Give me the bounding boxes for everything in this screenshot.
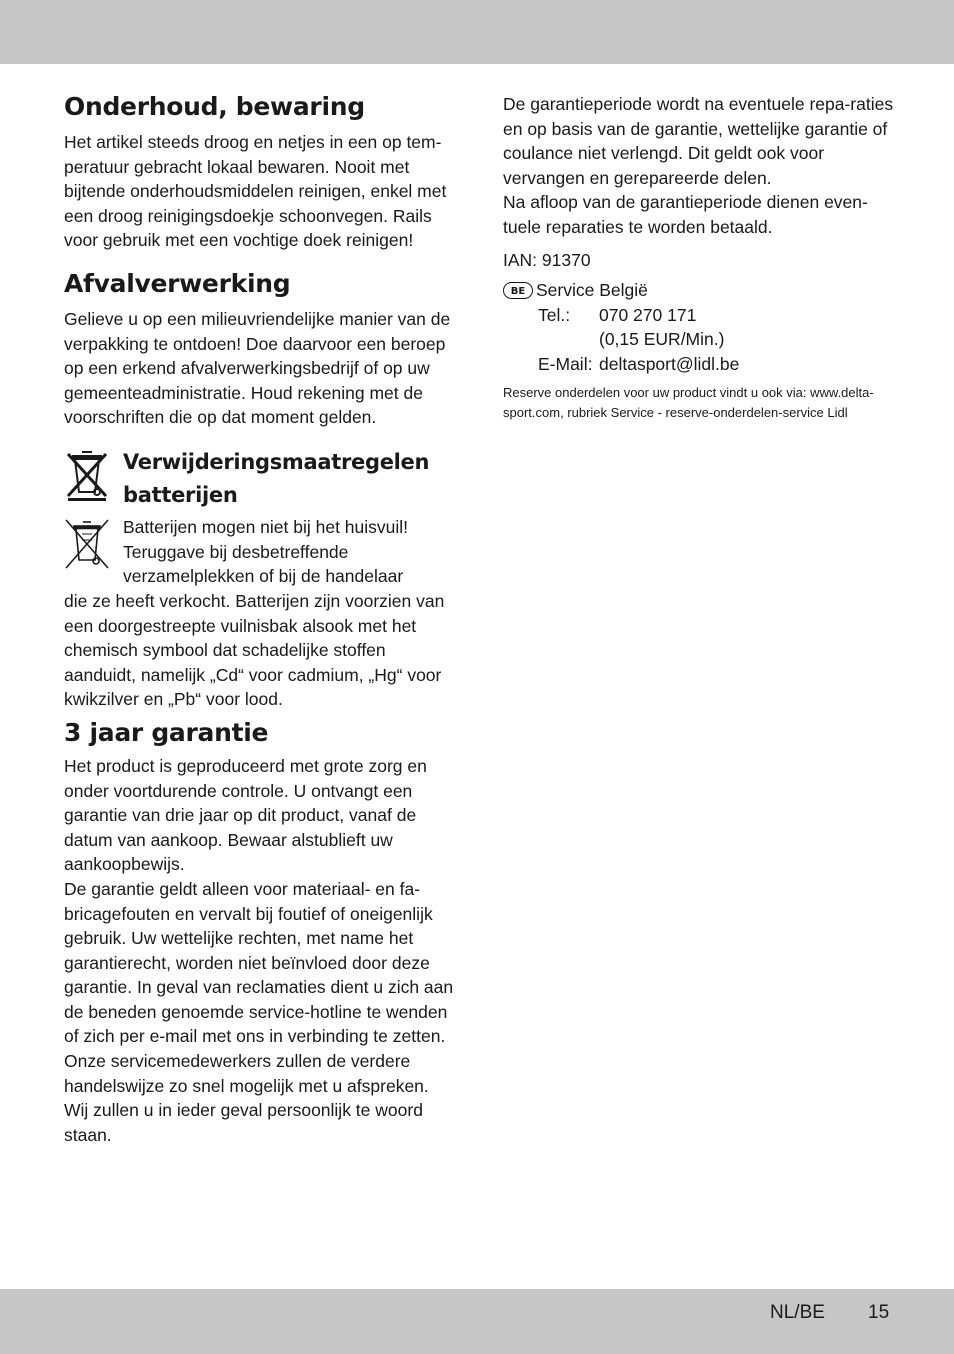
tel-label: Tel.: [538, 304, 571, 325]
right-column [503, 92, 903, 423]
left-column [64, 90, 456, 1147]
spare-parts-note: Reserve onderdelen voor uw product vindt u ook via: www.delta-sport.com, rubriek Service - reserve-onderdelen-service Lidl [503, 384, 874, 420]
service-email-row [503, 352, 903, 377]
disposal-heading: Afvalverwerking [64, 268, 291, 298]
warranty-heading: 3 jaar garantie [64, 717, 269, 747]
battery-text-long: die ze heeft verkocht. Batterijen zijn voorzien van een doorgestreepte vuilnisbak alsook met het chemisch symbool dat schadelijke stoffen aanduidt, namelijk „Cd“ voor cadmium, „Hg“ voor kwikzilver en „Pb“ voor lood. [64, 590, 445, 710]
email-label: E-Mail: [538, 353, 593, 374]
battery-text-short: Batterijen mogen niet bij het huisvuil! Teruggave bij desbetreffende verzamelplekken of bij de handelaar [123, 516, 409, 587]
warranty-text-1: Het product is geproduceerd met grote zorg en onder voortdurende controle. U ontvangt een garantie van drie jaar op dit product, vanaf de datum van aankoop. Bewaar alstublieft uw aankoopbewijs. [64, 755, 427, 875]
warranty-period-text: De garantieperiode wordt na eventuele repa-raties en op basis van de garantie, wettelijke garantie of coulance niet verlengd. Dit geldt ook voor vervangen en gerepareerde delen. [503, 94, 894, 188]
battery-section [64, 446, 456, 710]
tel-value: 070 270 171 [599, 304, 697, 325]
ian-number: IAN: 91370 [503, 249, 591, 270]
top-bar [0, 0, 954, 64]
service-tel-row [503, 303, 903, 328]
service-title-row [503, 278, 903, 303]
maintenance-heading: Onderhoud, bewaring [64, 92, 365, 121]
service-price-row [503, 327, 903, 352]
battery-heading-line2: batterijen [123, 482, 238, 507]
page-number: 15 [868, 1302, 890, 1323]
call-price: (0,15 EUR/Min.) [599, 329, 725, 350]
battery-heading-line1: Verwijderingsmaatregelen [123, 449, 430, 474]
warranty-text-2: De garantie geldt alleen voor materiaal- en fa-bricagefouten en vervalt bij foutief of oneigenlijk gebruik. Uw wettelijke rechten, met name het garantierecht, worden niet beïnvloed door deze garantie. In geval van reclamaties dient u zich aan de beneden genoemde service-hotline te wenden of zich per e-mail met ons in verbinding te zetten. Onze servicemedewerkers zullen de verdere handelswijze zo snel mogelijk met u afspreken. Wij zullen u in ieder geval persoonlijk te woord staan. [64, 878, 454, 1145]
service-title: Service België [536, 280, 648, 301]
maintenance-text: Het artikel steeds droog en netjes in een op tem-peratuur gebracht lokaal bewaren. Nooit met bijtende onderhoudsmiddelen reinigen, enkel met een droog reinigingsdoekje schoonvegen. Rails voor gebruik met een vochtige doek reinigen! [64, 132, 447, 251]
footer-language: NL/BE [770, 1302, 825, 1323]
battery-heading [123, 446, 429, 512]
email-value: deltasport@lidl.be [599, 353, 740, 374]
crossed-bin-icon [64, 446, 110, 502]
repairs-text: Na afloop van de garantieperiode dienen even-tuele reparaties te worden betaald. [503, 192, 868, 237]
country-badge-be: BE [503, 282, 533, 299]
service-block [503, 278, 903, 376]
disposal-text: Gelieve u op een milieuvriendelijke manier van de verpakking te ontdoen! Doe daarvoor een beroep op een erkend afvalverwerkingsbedrijf of op uw gemeenteadministratie. Houd rekening met de voorschriften die op dat moment gelden. [64, 308, 451, 428]
crossed-bin-icon [64, 518, 110, 570]
